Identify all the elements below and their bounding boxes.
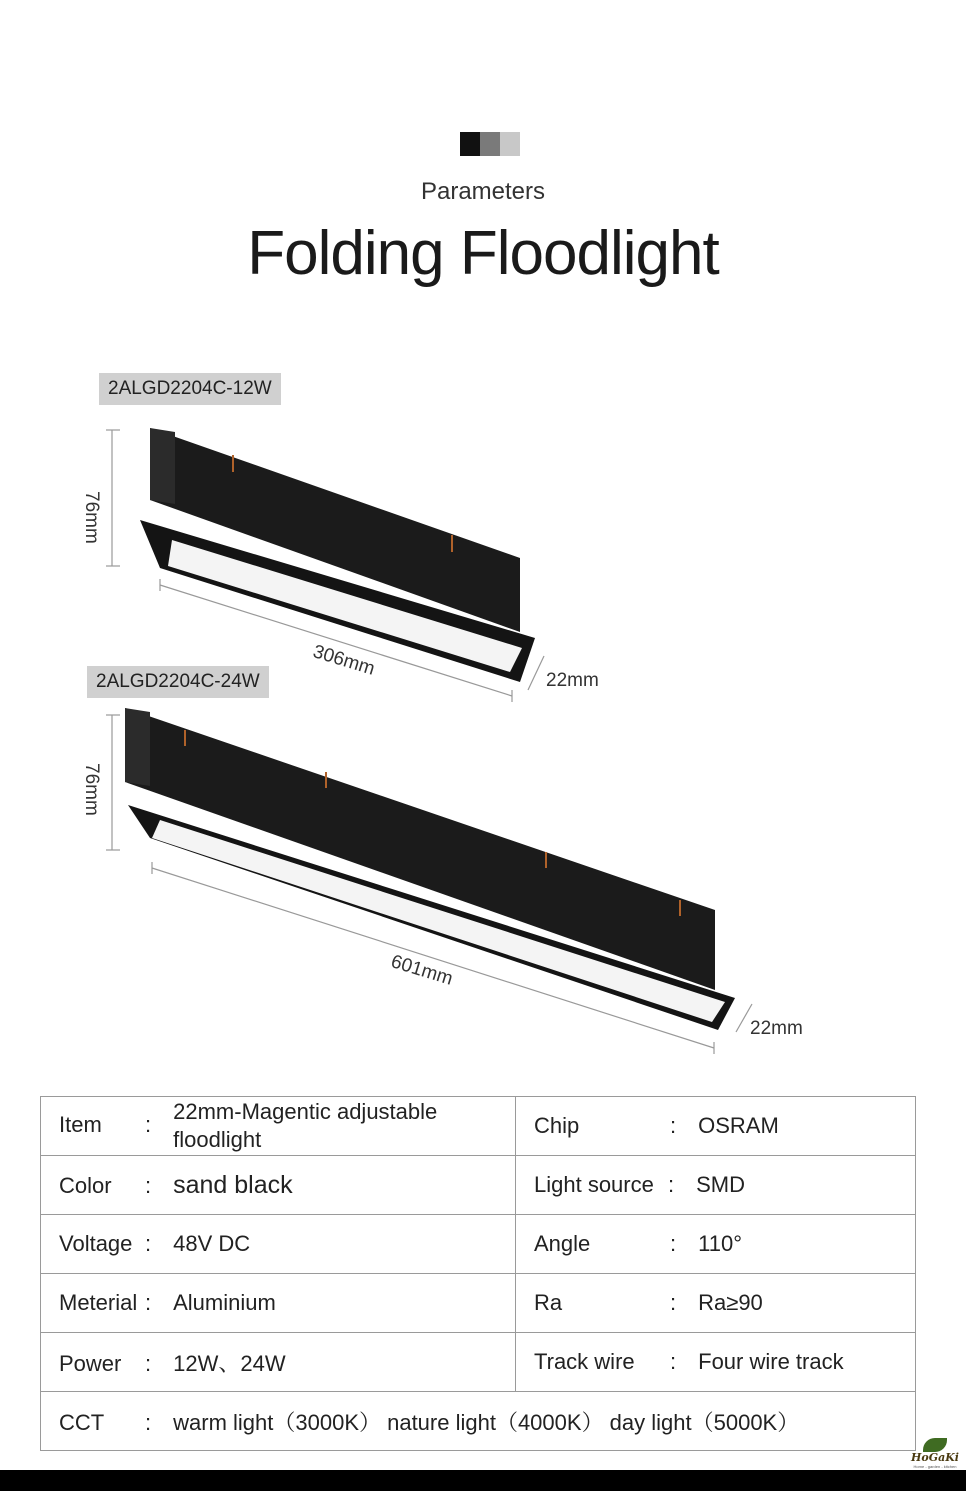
color-value: sand black [173,1170,293,1199]
item-value-line-2: floodlight [173,1127,262,1152]
cell-power [41,1333,516,1392]
logo-tagline: Home - garden - kitchen [913,1464,957,1469]
width-label-24w: 22mm [750,1018,803,1039]
fixture-end-cap [125,708,150,786]
length-label-12w: 306mm [310,641,378,680]
model-tag-12w: 2ALGD2204C-12W [99,373,281,405]
leaf-icon [923,1438,947,1452]
table-row [41,1274,916,1333]
angle-value: 110° [698,1231,742,1256]
width-label-12w: 22mm [546,670,599,691]
light-source-label: Light source [534,1172,654,1197]
length-label-24w: 601mm [388,951,456,990]
colon: : [667,1172,675,1197]
material-value: Aluminium [173,1290,276,1315]
chip-label: Chip [534,1113,580,1138]
colon: : [144,1231,152,1256]
table-row [41,1392,916,1451]
colon: : [144,1290,152,1315]
table-row [41,1097,916,1156]
item-value-line-1: 22mm-Magentic adjustable [173,1099,438,1124]
voltage-label: Voltage [59,1231,133,1256]
material-label: Meterial [59,1290,138,1315]
table-row [41,1215,916,1274]
cell-angle [516,1215,916,1274]
voltage-value: 48V DC [173,1231,251,1256]
width-dimension-line [528,656,544,690]
track-wire-value: Four wire track [698,1349,844,1374]
cell-cct [41,1392,916,1451]
power-label: Power [59,1350,122,1376]
cell-voltage [41,1215,516,1274]
cell-item [41,1097,516,1156]
table-row [41,1156,916,1215]
bottom-bar [0,1470,966,1491]
height-label-24w: 76mm [81,763,102,816]
cell-light-source [516,1156,916,1215]
chip-value: OSRAM [698,1113,779,1138]
colon: : [669,1231,677,1256]
colon: : [669,1290,677,1315]
light-source-value: SMD [696,1172,746,1197]
cell-color [41,1156,516,1215]
colon: : [669,1113,677,1138]
color-label: Color [59,1172,112,1198]
cell-chip [516,1097,916,1156]
track-wire-label: Track wire [534,1349,635,1374]
colon: : [144,1350,152,1376]
cct-value: warm light（3000K） nature light（4000K） day light（5000K） [173,1409,800,1435]
product-24w-drawing [106,708,752,1054]
table-row [41,1333,916,1392]
ra-label: Ra [534,1290,563,1315]
height-label-12w: 76mm [81,491,102,544]
colon: : [144,1409,152,1435]
fixture-end-cap [150,428,175,504]
angle-label: Angle [534,1231,591,1256]
item-label: Item [59,1111,102,1137]
model-tag-24w: 2ALGD2204C-24W [87,666,269,698]
cell-material [41,1274,516,1333]
colon: : [144,1111,152,1137]
cell-ra [516,1274,916,1333]
page-subtitle: Parameters [420,178,546,205]
hogaki-logo [906,1438,964,1469]
page-title: Folding Floodlight [247,219,719,288]
parameters-table [40,1096,916,1451]
cell-track-wire [516,1333,916,1392]
logo-name: HoGaKi [911,1451,959,1464]
colon: : [144,1172,152,1198]
ra-value: Ra≥90 [698,1290,763,1315]
item-value [173,1098,437,1154]
cct-label: CCT [59,1409,105,1435]
power-value: 12W、24W [173,1350,286,1376]
colon: : [669,1349,677,1374]
